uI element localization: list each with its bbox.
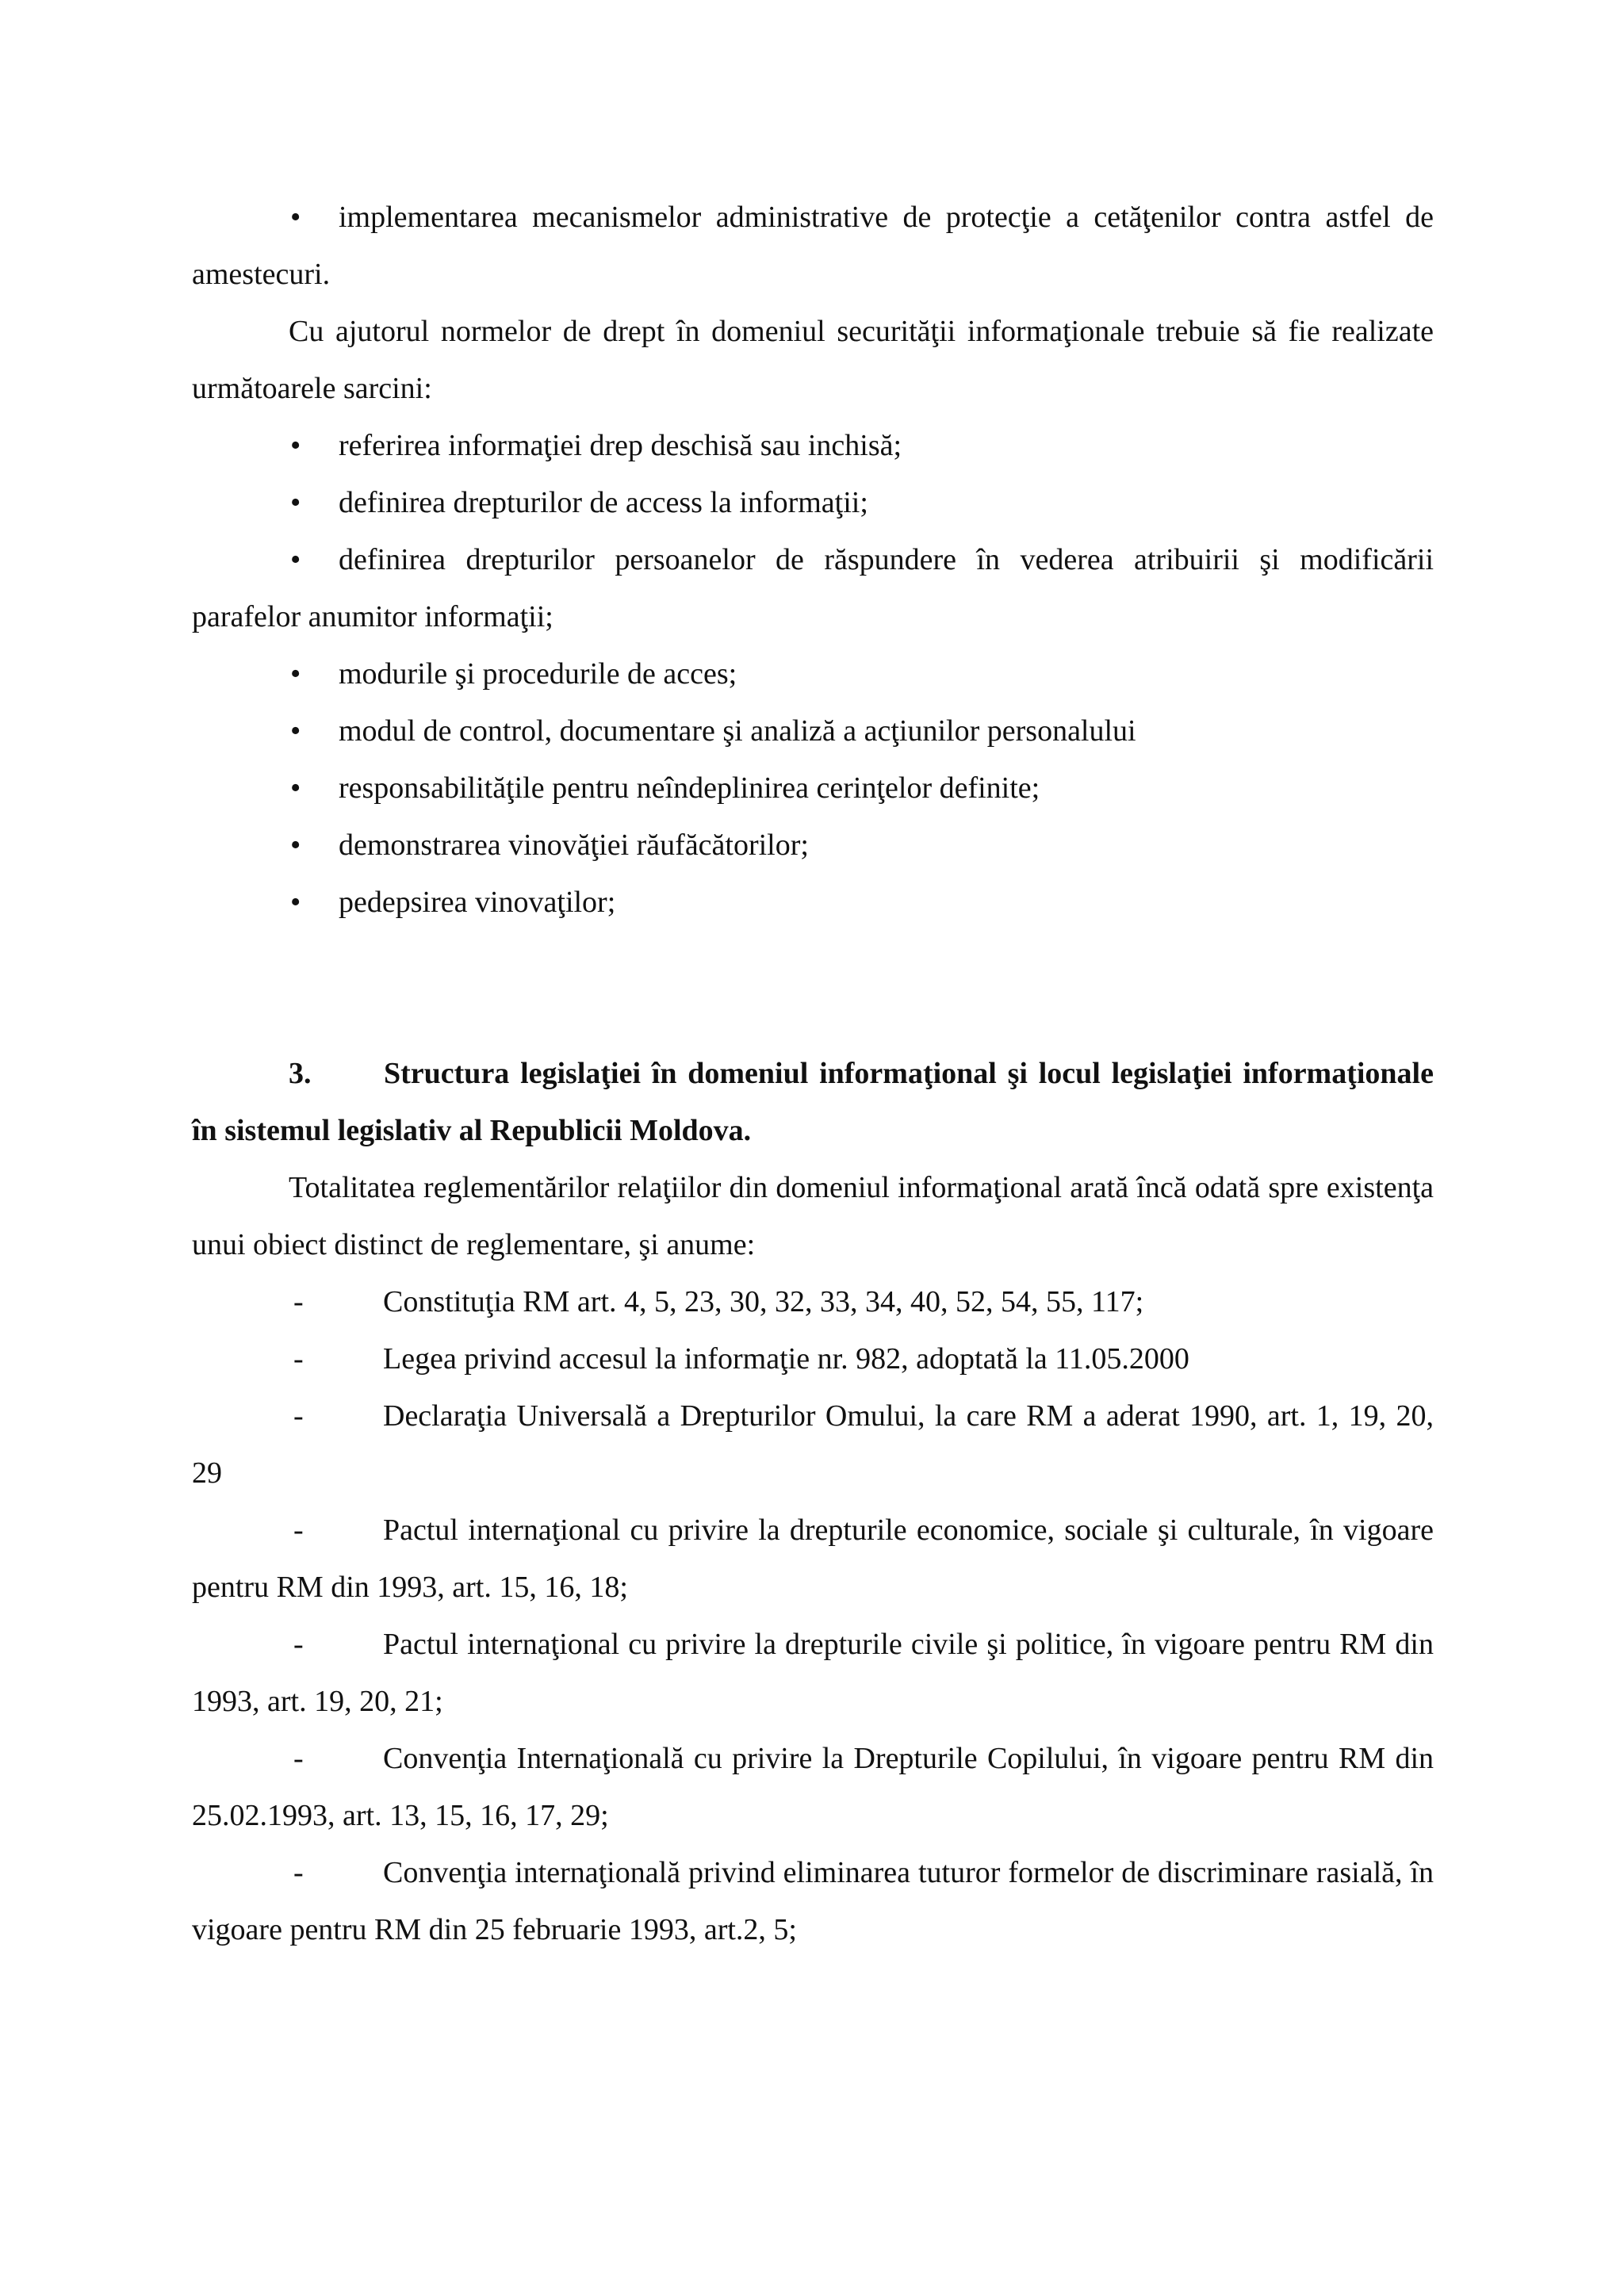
list-item: - Convenţia Internaţională cu privire la Drepturile Copilului, în vigoare pentru RM din 25.02.1993, art. 13, 15, 16, 17, 29; (192, 1742, 1434, 1832)
list-item-text: referirea informaţiei drep deschisă sau inchisă; (339, 429, 902, 462)
list-item: - Legea privind accesul la informaţie nr. 982, adoptată la 11.05.2000 (293, 1342, 1189, 1376)
list-item-text: pedepsirea vinovaţilor; (339, 886, 616, 919)
section-spacer (192, 931, 1434, 1045)
list-item-text: definirea drepturilor persoanelor de răspundere în vederea atribuirii şi modificării parafelor anumitor informaţii; (192, 543, 1434, 633)
bullet-icon: • (290, 429, 301, 462)
list-item (192, 417, 1434, 474)
bullet-icon: • (290, 201, 301, 234)
list-item: - Pactul internaţional cu privire la drepturile economice, sociale şi culturale, în vigoare pentru RM din 1993, art. 15, 16, 18; (192, 1513, 1434, 1604)
section-title: Structura legislaţiei în domeniul informaţional şi locul legislaţiei informaţionale în sistemul legislativ al Republicii Moldova. (192, 1057, 1434, 1147)
list-item: - Pactul internaţional cu privire la drepturile civile şi politice, în vigoare pentru RM din 1993, art. 19, 20, 21; (192, 1628, 1434, 1718)
list-item (192, 531, 1434, 645)
section-number: 3. (289, 1057, 312, 1090)
paragraph-totality: Totalitatea reglementărilor relaţiilor din domeniul informaţional arată încă odată spre existenţa unui obiect distinct de reglementare, şi anume: (192, 1171, 1434, 1261)
list-item (192, 474, 1434, 531)
bullet-icon: • (290, 714, 301, 748)
list-item (192, 702, 1434, 760)
list-item (192, 645, 1434, 702)
list-item (192, 874, 1434, 931)
list-item-text: Convenţia internaţională privind eliminarea tuturor formelor de discriminare rasială, în vigoare pentru RM din 25 februarie 1993, art.2, 5; (192, 1856, 1434, 1946)
list-item-text: Constituţia RM art. 4, 5, 23, 30, 32, 33, 34, 40, 52, 54, 55, 117; (383, 1285, 1144, 1318)
bullet-icon: • (290, 657, 301, 691)
list-item (192, 760, 1434, 817)
list-item-text: Pactul internaţional cu privire la drepturile civile şi politice, în vigoare pentru RM din 1993, art. 19, 20, 21; (192, 1628, 1434, 1718)
list-item-text: implementarea mecanismelor administrative de protecţie a cetăţenilor contra astfel de amestecuri. (192, 201, 1434, 291)
list-item-text: Convenţia Internaţională cu privire la Drepturile Copilului, în vigoare pentru RM din 25.02.1993, art. 13, 15, 16, 17, 29; (192, 1742, 1434, 1832)
list-item-text: modul de control, documentare şi analiză a acţiunilor personalului (339, 714, 1136, 748)
section-heading (192, 1045, 1434, 1159)
list-item (192, 189, 1434, 303)
bullet-icon: • (290, 486, 301, 519)
list-item-text: responsabilităţile pentru neîndeplinirea cerinţelor definite; (339, 771, 1040, 805)
list-item-text: Pactul internaţional cu privire la drepturile economice, sociale şi culturale, în vigoare pentru RM din 1993, art. 15, 16, 18; (192, 1513, 1434, 1604)
bullet-icon: • (290, 771, 301, 805)
task-list (192, 417, 1434, 931)
bullet-icon: • (290, 543, 301, 576)
list-item-text: Legea privind accesul la informaţie nr. 982, adoptată la 11.05.2000 (383, 1342, 1189, 1376)
list-item-text: Declaraţia Universală a Drepturilor Omului, la care RM a aderat 1990, art. 1, 19, 20, 29 (192, 1399, 1434, 1490)
paragraph-tasks: Cu ajutorul normelor de drept în domeniul securităţii informaţionale trebuie să fie realizate următoarele sarcini: (192, 315, 1434, 405)
list-item-text: demonstrarea vinovăţiei răufăcătorilor; (339, 828, 809, 862)
list-item: - Declaraţia Universală a Drepturilor Omului, la care RM a aderat 1990, art. 1, 19, 20, 29 (192, 1399, 1434, 1490)
list-item-text: definirea drepturilor de access la informaţii; (339, 486, 868, 519)
bullet-icon: • (290, 886, 301, 919)
list-item: - Convenţia internaţională privind eliminarea tuturor formelor de discriminare rasială, în vigoare pentru RM din 25 februarie 1993, art.2, 5; (192, 1856, 1434, 1946)
legislation-list (192, 1273, 1434, 1958)
list-item (192, 817, 1434, 874)
bullet-icon: • (290, 828, 301, 862)
list-item-text: modurile şi procedurile de acces; (339, 657, 737, 691)
list-item: - Constituţia RM art. 4, 5, 23, 30, 32, 33, 34, 40, 52, 54, 55, 117; (293, 1285, 1144, 1318)
